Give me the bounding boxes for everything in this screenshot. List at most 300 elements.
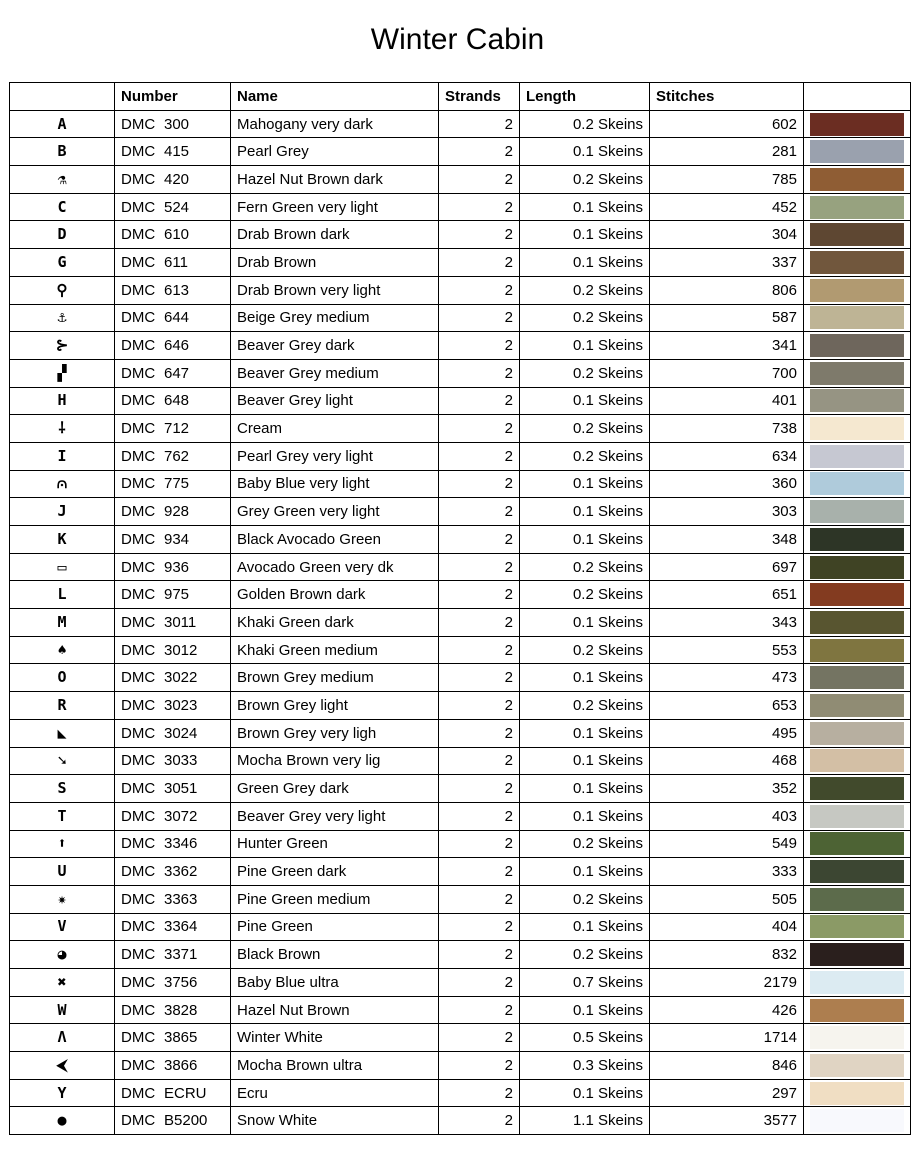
- thread-brand: DMC: [121, 337, 156, 355]
- color-cell: [804, 969, 911, 997]
- color-cell: [804, 692, 911, 720]
- table-row: [10, 802, 911, 830]
- thread-stitches: 337: [650, 249, 804, 277]
- thread-name: Hunter Green: [231, 830, 439, 858]
- symbol-icon: ✖: [10, 969, 115, 997]
- thread-name: Mahogany very dark: [231, 110, 439, 138]
- thread-stitches: 587: [650, 304, 804, 332]
- color-swatch: [810, 196, 904, 219]
- thread-number: [115, 166, 231, 194]
- symbol-icon: ⚓: [10, 304, 115, 332]
- thread-length: 0.1 Skeins: [520, 387, 650, 415]
- thread-brand: DMC: [121, 752, 156, 770]
- thread-length: 0.1 Skeins: [520, 332, 650, 360]
- color-cell: [804, 664, 911, 692]
- color-swatch: [810, 1054, 904, 1077]
- color-swatch: [810, 722, 904, 745]
- table-row: [10, 692, 911, 720]
- symbol-icon: G: [10, 249, 115, 277]
- thread-strands: 2: [439, 996, 520, 1024]
- thread-stitches: 602: [650, 110, 804, 138]
- thread-name: Brown Grey light: [231, 692, 439, 720]
- thread-stitches: 505: [650, 885, 804, 913]
- symbol-icon: L: [10, 581, 115, 609]
- thread-number: [115, 1024, 231, 1052]
- thread-length: 0.1 Skeins: [520, 775, 650, 803]
- thread-number: [115, 415, 231, 443]
- color-cell: [804, 387, 911, 415]
- thread-number: [115, 802, 231, 830]
- thread-name: Pearl Grey very light: [231, 442, 439, 470]
- thread-length: 0.2 Skeins: [520, 415, 650, 443]
- thread-number: [115, 885, 231, 913]
- table-row: [10, 138, 911, 166]
- thread-strands: 2: [439, 636, 520, 664]
- thread-number: [115, 304, 231, 332]
- thread-name: Hazel Nut Brown dark: [231, 166, 439, 194]
- thread-number: [115, 941, 231, 969]
- thread-name: Baby Blue ultra: [231, 969, 439, 997]
- table-row: [10, 941, 911, 969]
- thread-brand: DMC: [121, 973, 156, 991]
- symbol-icon: ⮜: [10, 1052, 115, 1080]
- header-strands: Strands: [439, 83, 520, 111]
- symbol-icon: ●: [10, 1107, 115, 1135]
- thread-name: Pine Green medium: [231, 885, 439, 913]
- thread-strands: 2: [439, 941, 520, 969]
- thread-length: 0.2 Skeins: [520, 276, 650, 304]
- thread-code: 611: [164, 253, 188, 271]
- thread-code: 3363: [164, 890, 198, 908]
- thread-name: Golden Brown dark: [231, 581, 439, 609]
- thread-code: 420: [164, 170, 190, 188]
- thread-stitches: 281: [650, 138, 804, 166]
- thread-code: 3051: [164, 780, 198, 798]
- thread-number: [115, 996, 231, 1024]
- table-row: [10, 498, 911, 526]
- thread-code: 3362: [164, 863, 198, 881]
- thread-stitches: 297: [650, 1079, 804, 1107]
- header-row: [10, 83, 911, 111]
- thread-number: [115, 498, 231, 526]
- thread-stitches: 2179: [650, 969, 804, 997]
- thread-number: [115, 1052, 231, 1080]
- thread-strands: 2: [439, 719, 520, 747]
- thread-number: [115, 913, 231, 941]
- thread-strands: 2: [439, 775, 520, 803]
- thread-number: [115, 636, 231, 664]
- color-cell: [804, 941, 911, 969]
- thread-brand: DMC: [121, 115, 156, 133]
- thread-brand: DMC: [121, 780, 156, 798]
- thread-strands: 2: [439, 664, 520, 692]
- thread-code: 712: [164, 420, 190, 438]
- symbol-icon: T: [10, 802, 115, 830]
- thread-length: 0.1 Skeins: [520, 249, 650, 277]
- symbol-icon: ✷: [10, 885, 115, 913]
- thread-strands: 2: [439, 249, 520, 277]
- header-symbol: [10, 83, 115, 111]
- thread-stitches: 401: [650, 387, 804, 415]
- thread-brand: DMC: [121, 420, 156, 438]
- color-swatch: [810, 223, 904, 246]
- thread-strands: 2: [439, 276, 520, 304]
- symbol-icon: J: [10, 498, 115, 526]
- symbol-icon: ⸸: [10, 415, 115, 443]
- color-swatch: [810, 362, 904, 385]
- thread-length: 0.1 Skeins: [520, 609, 650, 637]
- color-cell: [804, 415, 911, 443]
- thread-code: 3828: [164, 1001, 198, 1019]
- table-row: [10, 719, 911, 747]
- thread-code: 300: [164, 115, 190, 133]
- thread-strands: 2: [439, 969, 520, 997]
- table-row: [10, 304, 911, 332]
- table-row: [10, 415, 911, 443]
- color-cell: [804, 276, 911, 304]
- table-row: [10, 913, 911, 941]
- color-cell: [804, 913, 911, 941]
- color-cell: [804, 249, 911, 277]
- thread-code: 610: [164, 226, 190, 244]
- thread-strands: 2: [439, 802, 520, 830]
- table-row: [10, 664, 911, 692]
- color-swatch: [810, 556, 904, 579]
- symbol-icon: ⩀: [10, 470, 115, 498]
- thread-brand: DMC: [121, 364, 156, 382]
- thread-number: [115, 692, 231, 720]
- thread-brand: DMC: [121, 918, 156, 936]
- thread-name: Black Avocado Green: [231, 526, 439, 554]
- symbol-icon: B: [10, 138, 115, 166]
- thread-length: 0.1 Skeins: [520, 470, 650, 498]
- color-cell: [804, 1107, 911, 1135]
- color-swatch: [810, 279, 904, 302]
- thread-name: Beaver Grey light: [231, 387, 439, 415]
- color-cell: [804, 442, 911, 470]
- thread-strands: 2: [439, 526, 520, 554]
- thread-brand: DMC: [121, 1112, 156, 1130]
- thread-strands: 2: [439, 221, 520, 249]
- thread-stitches: 352: [650, 775, 804, 803]
- thread-stitches: 553: [650, 636, 804, 664]
- color-cell: [804, 110, 911, 138]
- thread-stitches: 452: [650, 193, 804, 221]
- thread-name: Pine Green dark: [231, 858, 439, 886]
- table-row: [10, 526, 911, 554]
- thread-stitches: 832: [650, 941, 804, 969]
- thread-number: [115, 138, 231, 166]
- thread-brand: DMC: [121, 170, 156, 188]
- thread-code: 3756: [164, 973, 198, 991]
- thread-length: 0.2 Skeins: [520, 304, 650, 332]
- thread-number: [115, 858, 231, 886]
- thread-number: [115, 830, 231, 858]
- thread-stitches: 468: [650, 747, 804, 775]
- table-row: [10, 332, 911, 360]
- thread-name: Beaver Grey medium: [231, 359, 439, 387]
- color-swatch: [810, 749, 904, 772]
- table-row: [10, 1024, 911, 1052]
- thread-stitches: 653: [650, 692, 804, 720]
- thread-strands: 2: [439, 387, 520, 415]
- symbol-icon: ♠: [10, 636, 115, 664]
- thread-name: Khaki Green medium: [231, 636, 439, 664]
- symbol-icon: H: [10, 387, 115, 415]
- thread-number: [115, 193, 231, 221]
- thread-code: 3033: [164, 752, 198, 770]
- color-cell: [804, 221, 911, 249]
- thread-brand: DMC: [121, 198, 156, 216]
- thread-code: 3866: [164, 1056, 198, 1074]
- symbol-icon: Λ: [10, 1024, 115, 1052]
- thread-name: Beige Grey medium: [231, 304, 439, 332]
- table-row: [10, 636, 911, 664]
- color-swatch: [810, 832, 904, 855]
- table-row: [10, 885, 911, 913]
- color-swatch: [810, 251, 904, 274]
- thread-stitches: 549: [650, 830, 804, 858]
- color-swatch: [810, 805, 904, 828]
- thread-length: 0.1 Skeins: [520, 747, 650, 775]
- color-swatch: [810, 777, 904, 800]
- symbol-icon: U: [10, 858, 115, 886]
- color-swatch: [810, 168, 904, 191]
- thread-code: 648: [164, 392, 190, 410]
- table-row: [10, 110, 911, 138]
- page-title: Winter Cabin: [370, 23, 545, 56]
- thread-brand: DMC: [121, 475, 156, 493]
- symbol-icon: A: [10, 110, 115, 138]
- thread-code: 3364: [164, 918, 198, 936]
- symbol-icon: Y: [10, 1079, 115, 1107]
- thread-length: 0.1 Skeins: [520, 193, 650, 221]
- thread-stitches: 495: [650, 719, 804, 747]
- table-row: [10, 775, 911, 803]
- thread-stitches: 738: [650, 415, 804, 443]
- thread-name: Drab Brown very light: [231, 276, 439, 304]
- thread-length: 0.2 Skeins: [520, 885, 650, 913]
- thread-brand: DMC: [121, 530, 156, 548]
- table-row: [10, 609, 911, 637]
- thread-code: B5200: [164, 1112, 208, 1130]
- color-cell: [804, 719, 911, 747]
- thread-code: 3012: [164, 641, 198, 659]
- thread-number: [115, 276, 231, 304]
- thread-strands: 2: [439, 858, 520, 886]
- thread-code: 647: [164, 364, 190, 382]
- thread-strands: 2: [439, 498, 520, 526]
- thread-length: 0.1 Skeins: [520, 221, 650, 249]
- thread-code: 762: [164, 447, 190, 465]
- symbol-icon: V: [10, 913, 115, 941]
- thread-stitches: 700: [650, 359, 804, 387]
- color-cell: [804, 166, 911, 194]
- thread-stitches: 333: [650, 858, 804, 886]
- thread-length: 0.2 Skeins: [520, 553, 650, 581]
- thread-strands: 2: [439, 166, 520, 194]
- thread-brand: DMC: [121, 1084, 156, 1102]
- thread-strands: 2: [439, 747, 520, 775]
- color-cell: [804, 359, 911, 387]
- thread-length: 0.1 Skeins: [520, 996, 650, 1024]
- thread-length: 0.2 Skeins: [520, 692, 650, 720]
- thread-number: [115, 1107, 231, 1135]
- thread-brand: DMC: [121, 835, 156, 853]
- color-swatch: [810, 694, 904, 717]
- thread-code: 3011: [164, 613, 197, 631]
- thread-stitches: 806: [650, 276, 804, 304]
- color-cell: [804, 470, 911, 498]
- color-cell: [804, 802, 911, 830]
- thread-name: Brown Grey very ligh: [231, 719, 439, 747]
- header-color: [804, 83, 911, 111]
- color-swatch: [810, 306, 904, 329]
- thread-code: 646: [164, 337, 190, 355]
- thread-length: 0.2 Skeins: [520, 359, 650, 387]
- thread-number: [115, 581, 231, 609]
- table-row: [10, 221, 911, 249]
- thread-name: Winter White: [231, 1024, 439, 1052]
- thread-number: [115, 775, 231, 803]
- thread-strands: 2: [439, 830, 520, 858]
- color-cell: [804, 858, 911, 886]
- thread-number: [115, 747, 231, 775]
- thread-number: [115, 526, 231, 554]
- color-cell: [804, 830, 911, 858]
- thread-name: Drab Brown: [231, 249, 439, 277]
- header-stitches: Stitches: [650, 83, 804, 111]
- symbol-icon: ◣: [10, 719, 115, 747]
- thread-number: [115, 470, 231, 498]
- thread-brand: DMC: [121, 586, 156, 604]
- color-swatch: [810, 639, 904, 662]
- thread-stitches: 3577: [650, 1107, 804, 1135]
- thread-length: 0.1 Skeins: [520, 913, 650, 941]
- thread-code: 3023: [164, 696, 198, 714]
- color-cell: [804, 304, 911, 332]
- thread-length: 0.2 Skeins: [520, 941, 650, 969]
- thread-brand: DMC: [121, 309, 156, 327]
- color-cell: [804, 332, 911, 360]
- thread-strands: 2: [439, 470, 520, 498]
- symbol-icon: O: [10, 664, 115, 692]
- color-swatch: [810, 113, 904, 136]
- thread-length: 0.1 Skeins: [520, 498, 650, 526]
- thread-brand: DMC: [121, 447, 156, 465]
- thread-stitches: 697: [650, 553, 804, 581]
- table-row: [10, 1052, 911, 1080]
- thread-number: [115, 719, 231, 747]
- thread-brand: DMC: [121, 641, 156, 659]
- color-swatch: [810, 971, 904, 994]
- thread-name: Beaver Grey very light: [231, 802, 439, 830]
- thread-stitches: 343: [650, 609, 804, 637]
- color-swatch: [810, 1026, 904, 1049]
- thread-length: 1.1 Skeins: [520, 1107, 650, 1135]
- color-swatch: [810, 389, 904, 412]
- color-swatch: [810, 888, 904, 911]
- thread-number: [115, 664, 231, 692]
- thread-length: 0.1 Skeins: [520, 526, 650, 554]
- thread-code: 975: [164, 586, 190, 604]
- thread-name: Drab Brown dark: [231, 221, 439, 249]
- thread-strands: 2: [439, 442, 520, 470]
- thread-code: 928: [164, 503, 190, 521]
- thread-length: 0.1 Skeins: [520, 664, 650, 692]
- table-row: [10, 581, 911, 609]
- thread-name: Hazel Nut Brown: [231, 996, 439, 1024]
- thread-strands: 2: [439, 415, 520, 443]
- thread-number: [115, 332, 231, 360]
- thread-code: 3346: [164, 835, 198, 853]
- symbol-icon: R: [10, 692, 115, 720]
- symbol-icon: W: [10, 996, 115, 1024]
- header-name: Name: [231, 83, 439, 111]
- color-cell: [804, 1024, 911, 1052]
- thread-code: 524: [164, 198, 190, 216]
- symbol-icon: ⚲: [10, 276, 115, 304]
- thread-name: Green Grey dark: [231, 775, 439, 803]
- symbol-icon: ➘: [10, 747, 115, 775]
- color-swatch: [810, 417, 904, 440]
- symbol-icon: K: [10, 526, 115, 554]
- thread-brand: DMC: [121, 503, 156, 521]
- thread-strands: 2: [439, 1079, 520, 1107]
- symbol-icon: ⊱: [10, 332, 115, 360]
- thread-number: [115, 553, 231, 581]
- thread-stitches: 651: [650, 581, 804, 609]
- table-row: [10, 858, 911, 886]
- symbol-icon: D: [10, 221, 115, 249]
- thread-strands: 2: [439, 692, 520, 720]
- color-swatch: [810, 1082, 904, 1105]
- thread-brand: DMC: [121, 226, 156, 244]
- thread-code: 3022: [164, 669, 198, 687]
- table-row: [10, 553, 911, 581]
- thread-number: [115, 249, 231, 277]
- thread-strands: 2: [439, 1024, 520, 1052]
- thread-code: 3072: [164, 807, 198, 825]
- table-row: [10, 747, 911, 775]
- color-cell: [804, 1052, 911, 1080]
- header-number: Number: [115, 83, 231, 111]
- thread-number: [115, 359, 231, 387]
- thread-length: 0.1 Skeins: [520, 719, 650, 747]
- thread-number: [115, 442, 231, 470]
- thread-strands: 2: [439, 1107, 520, 1135]
- thread-strands: 2: [439, 332, 520, 360]
- thread-number: [115, 387, 231, 415]
- color-cell: [804, 609, 911, 637]
- thread-length: 0.3 Skeins: [520, 1052, 650, 1080]
- color-swatch: [810, 611, 904, 634]
- thread-name: Pine Green: [231, 913, 439, 941]
- thread-brand: DMC: [121, 143, 156, 161]
- color-cell: [804, 747, 911, 775]
- thread-length: 0.1 Skeins: [520, 802, 650, 830]
- thread-stitches: 348: [650, 526, 804, 554]
- thread-name: Cream: [231, 415, 439, 443]
- thread-number: [115, 969, 231, 997]
- thread-name: Black Brown: [231, 941, 439, 969]
- thread-strands: 2: [439, 110, 520, 138]
- table-row: [10, 830, 911, 858]
- table-row: [10, 1079, 911, 1107]
- thread-length: 0.2 Skeins: [520, 830, 650, 858]
- table-row: [10, 359, 911, 387]
- color-swatch: [810, 943, 904, 966]
